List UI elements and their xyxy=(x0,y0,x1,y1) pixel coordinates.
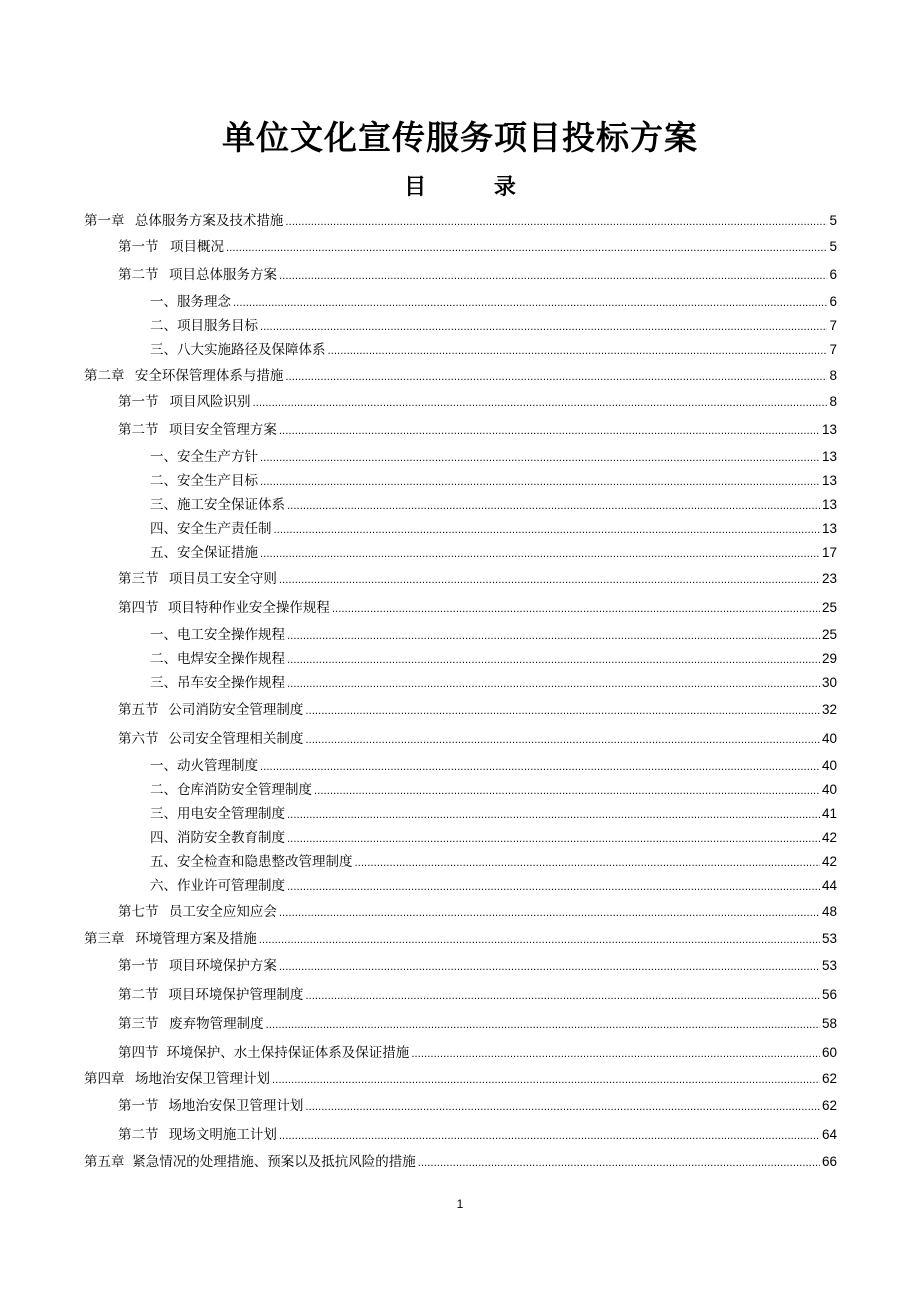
toc-dot-leader xyxy=(285,214,827,232)
toc-entry[interactable] xyxy=(84,1153,837,1173)
toc-entry-number: 第五章 xyxy=(84,1154,125,1170)
toc-entry-page: 40 xyxy=(821,758,837,773)
toc-entry[interactable] xyxy=(118,393,837,413)
toc-entry-number: 第二节 xyxy=(118,987,159,1003)
toc-entry-title: 安全环保管理体系与措施 xyxy=(134,368,284,384)
toc-entry-page: 40 xyxy=(821,731,837,746)
toc-entry-title: 三、八大实施路径及保障体系 xyxy=(150,342,326,358)
toc-entry[interactable] xyxy=(84,212,837,232)
toc-entry-title: 三、施工安全保证体系 xyxy=(150,497,285,513)
toc-entry-page: 60 xyxy=(821,1045,837,1060)
toc-dot-leader xyxy=(314,783,820,801)
toc-entry-page: 40 xyxy=(821,782,837,797)
toc-entry-title: 二、电焊安全操作规程 xyxy=(150,651,285,667)
page-number: 1 xyxy=(456,1197,464,1211)
toc-entry-page: 58 xyxy=(821,1016,837,1031)
toc-dot-leader xyxy=(266,1017,820,1035)
toc-entry-title: 二、安全生产目标 xyxy=(150,473,258,489)
toc-entry-page: 13 xyxy=(821,521,837,536)
toc-entry-page: 32 xyxy=(821,702,837,717)
toc-entry-page: 53 xyxy=(821,958,837,973)
toc-entry-page: 8 xyxy=(829,394,837,409)
toc-entry[interactable] xyxy=(150,674,837,694)
toc-entry[interactable] xyxy=(150,781,837,801)
toc-dot-leader xyxy=(287,628,820,646)
toc-entry-title: 环境保护、水土保持保证体系及保证措施 xyxy=(166,1045,410,1061)
toc-dot-leader xyxy=(260,759,820,777)
toc-entry-title: 场地治安保卫管理计划 xyxy=(168,1098,304,1114)
toc-entry-number: 第一节 xyxy=(118,394,159,410)
toc-entry[interactable] xyxy=(118,1044,837,1064)
toc-entry-number: 第四章 xyxy=(84,1071,125,1087)
toc-dot-leader xyxy=(272,1072,820,1090)
toc-entry-number: 第六节 xyxy=(118,731,159,747)
toc-dot-leader xyxy=(287,831,820,849)
toc-dot-leader xyxy=(305,988,820,1006)
toc-entry[interactable] xyxy=(118,570,837,590)
toc-entry-title: 四、消防安全教育制度 xyxy=(150,830,285,846)
toc-entry[interactable] xyxy=(118,238,837,258)
toc-entry[interactable] xyxy=(84,367,837,387)
toc-entry-page: 13 xyxy=(821,497,837,512)
toc-entry-title: 环境管理方案及措施 xyxy=(135,931,257,947)
toc-entry-title: 六、作业许可管理制度 xyxy=(150,878,285,894)
toc-entry-number: 第一章 xyxy=(84,213,125,229)
toc-entry-page: 7 xyxy=(829,318,837,333)
toc-dot-leader xyxy=(260,319,827,337)
toc-entry[interactable] xyxy=(150,650,837,670)
toc-entry[interactable] xyxy=(150,853,837,873)
toc-dot-leader xyxy=(355,855,820,873)
toc-entry[interactable] xyxy=(150,448,837,468)
toc-entry[interactable] xyxy=(150,805,837,825)
toc-entry[interactable] xyxy=(150,293,837,313)
toc-dot-leader xyxy=(418,1155,820,1173)
toc-entry-title: 场地治安保卫管理计划 xyxy=(134,1071,270,1087)
toc-entry-page: 25 xyxy=(821,627,837,642)
toc-entry-page: 23 xyxy=(821,571,837,586)
toc-dot-leader xyxy=(305,703,820,721)
toc-entry[interactable] xyxy=(118,701,837,721)
toc-entry-page: 6 xyxy=(829,294,837,309)
toc-entry-title: 四、安全生产责任制 xyxy=(150,521,272,537)
toc-entry[interactable] xyxy=(150,757,837,777)
toc-entry-number: 第四节 xyxy=(118,1045,159,1061)
toc-entry[interactable] xyxy=(150,472,837,492)
toc-entry[interactable] xyxy=(118,730,837,750)
toc-entry[interactable] xyxy=(118,957,837,977)
toc-entry-page: 42 xyxy=(821,854,837,869)
toc-entry-page: 13 xyxy=(821,473,837,488)
toc-entry-title: 总体服务方案及技术措施 xyxy=(134,213,284,229)
toc-entry-title: 项目总体服务方案 xyxy=(169,267,277,283)
toc-entry-page: 56 xyxy=(821,987,837,1002)
toc-entry-number: 第二章 xyxy=(84,368,125,384)
toc-entry-page: 44 xyxy=(821,878,837,893)
toc-dot-leader xyxy=(260,546,820,564)
toc-entry-title: 二、项目服务目标 xyxy=(150,318,258,334)
toc-entry-title: 三、吊车安全操作规程 xyxy=(150,675,285,691)
toc-entry-page: 13 xyxy=(821,449,837,464)
toc-dot-leader xyxy=(287,676,820,694)
toc-dot-leader xyxy=(260,450,820,468)
toc-dot-leader xyxy=(233,295,827,313)
toc-entry[interactable] xyxy=(118,903,837,923)
toc-entry-title: 项目风险识别 xyxy=(169,394,251,410)
toc-dot-leader xyxy=(279,572,820,590)
toc-entry-title: 项目安全管理方案 xyxy=(168,422,277,438)
toc-entry-page: 53 xyxy=(821,931,837,946)
toc-dot-leader xyxy=(332,601,820,619)
toc-entry-number: 第三章 xyxy=(84,931,125,947)
toc-entry-page: 62 xyxy=(821,1098,837,1113)
toc-entry[interactable] xyxy=(150,544,837,564)
toc-entry-title: 三、用电安全管理制度 xyxy=(150,806,285,822)
toc-entry[interactable] xyxy=(150,877,837,897)
toc-dot-leader xyxy=(253,395,828,413)
toc-entry[interactable] xyxy=(118,1126,837,1146)
toc-dot-leader xyxy=(287,807,820,825)
toc-entry[interactable] xyxy=(118,1015,837,1035)
toc-entry-title: 公司安全管理相关制度 xyxy=(168,731,304,747)
toc-entry-page: 48 xyxy=(821,904,837,919)
toc-dot-leader xyxy=(274,522,820,540)
toc-dot-leader xyxy=(305,1099,820,1117)
toc-entry-page: 64 xyxy=(821,1127,837,1142)
toc-entry-title: 紧急情况的处理措施、预案以及抵抗风险的措施 xyxy=(132,1154,416,1170)
toc-dot-leader xyxy=(279,959,820,977)
toc-entry-page: 25 xyxy=(821,600,837,615)
toc-entry-page: 5 xyxy=(829,213,837,228)
toc-entry-number: 第二节 xyxy=(118,267,159,283)
toc-dot-leader xyxy=(279,905,820,923)
toc-entry-page: 41 xyxy=(821,806,837,821)
toc-entry[interactable] xyxy=(150,496,837,516)
toc-entry-title: 废弃物管理制度 xyxy=(169,1016,264,1032)
toc-dot-leader xyxy=(279,1128,820,1146)
toc-entry-number: 第三节 xyxy=(118,571,159,587)
toc-entry-page: 5 xyxy=(829,239,837,254)
toc-entry-title: 一、电工安全操作规程 xyxy=(150,627,285,643)
toc-entry-number: 第三节 xyxy=(118,1016,159,1032)
toc-entry-number: 第二节 xyxy=(118,1127,159,1143)
toc-entry[interactable] xyxy=(150,520,837,540)
toc-entry-page: 8 xyxy=(829,368,837,383)
toc-entry-page: 66 xyxy=(821,1154,837,1169)
toc-entry-title: 二、仓库消防安全管理制度 xyxy=(150,782,312,798)
toc-entry-number: 第五节 xyxy=(118,702,159,718)
toc-entry-title: 一、动火管理制度 xyxy=(150,758,258,774)
toc-dot-leader xyxy=(279,423,820,441)
toc-dot-leader xyxy=(287,652,820,670)
toc-entry-page: 13 xyxy=(821,422,837,437)
toc-dot-leader xyxy=(285,369,827,387)
toc-entry-title: 公司消防安全管理制度 xyxy=(168,702,304,718)
toc-entry-number: 第一节 xyxy=(118,239,159,255)
toc-entry-number: 第七节 xyxy=(118,904,159,920)
toc-entry-number: 第一节 xyxy=(118,958,159,974)
toc-entry[interactable] xyxy=(118,266,837,286)
toc-entry[interactable] xyxy=(84,1070,837,1090)
toc-entry-page: 30 xyxy=(821,675,837,690)
toc-dot-leader xyxy=(411,1046,820,1064)
toc-entry[interactable] xyxy=(84,930,837,950)
toc-dot-leader xyxy=(328,343,828,361)
toc-heading: 目 录 xyxy=(404,175,546,200)
toc-entry[interactable] xyxy=(118,1097,837,1117)
toc-entry-number: 第四节 xyxy=(118,600,159,616)
toc-entry-number: 第二节 xyxy=(118,422,159,438)
toc-entry[interactable] xyxy=(118,599,837,619)
toc-entry[interactable] xyxy=(118,421,837,441)
toc-dot-leader xyxy=(260,474,820,492)
toc-entry[interactable] xyxy=(150,341,837,361)
toc-dot-leader xyxy=(287,879,820,897)
toc-entry-title: 员工安全应知应会 xyxy=(168,904,277,920)
toc-dot-leader xyxy=(305,732,820,750)
toc-entry-title: 项目环境保护管理制度 xyxy=(168,987,304,1003)
toc-entry-title: 项目概况 xyxy=(170,239,224,255)
toc-entry-page: 7 xyxy=(829,342,837,357)
toc-entry-page: 6 xyxy=(829,267,837,282)
toc-entry-title: 现场文明施工计划 xyxy=(168,1127,277,1143)
document-title: 单位文化宣传服务项目投标方案 xyxy=(222,118,698,157)
toc-entry-page: 42 xyxy=(821,830,837,845)
toc-entry-title: 项目环境保护方案 xyxy=(168,958,277,974)
toc-entry-title: 一、服务理念 xyxy=(150,294,231,310)
toc-entry-number: 第一节 xyxy=(118,1098,159,1114)
toc-entry-title: 项目员工安全守则 xyxy=(168,571,277,587)
toc-dot-leader xyxy=(259,932,820,950)
toc-entry-title: 一、安全生产方针 xyxy=(150,449,258,465)
toc-entry-title: 项目特种作业安全操作规程 xyxy=(167,600,330,616)
toc-entry-page: 62 xyxy=(821,1071,837,1086)
toc-entry-page: 17 xyxy=(821,545,837,560)
toc-entry-page: 29 xyxy=(821,651,837,666)
toc-dot-leader xyxy=(226,240,827,258)
toc-entry[interactable] xyxy=(118,986,837,1006)
toc-entry-title: 五、安全检查和隐患整改管理制度 xyxy=(150,854,353,870)
toc-dot-leader xyxy=(279,268,827,286)
toc-entry[interactable] xyxy=(150,829,837,849)
toc-entry[interactable] xyxy=(150,626,837,646)
toc-entry[interactable] xyxy=(150,317,837,337)
toc-dot-leader xyxy=(287,498,820,516)
toc-entry-title: 五、安全保证措施 xyxy=(150,545,258,561)
